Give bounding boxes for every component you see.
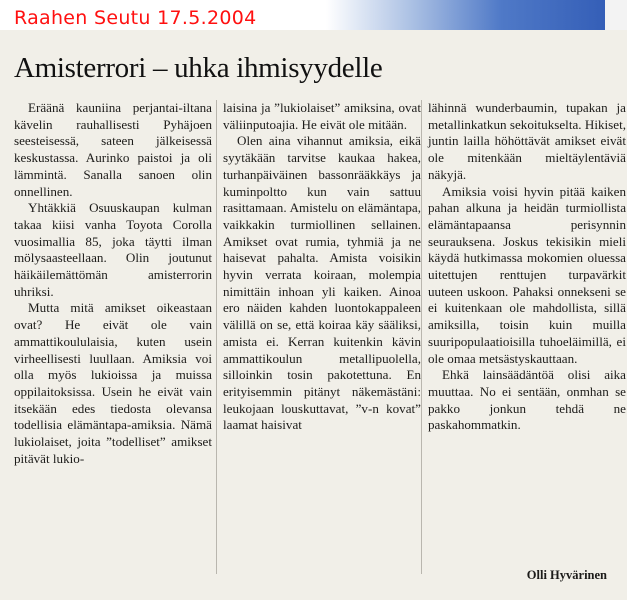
article-paragraph: Yhtäkkiä Osuuskaupan kulman takaa kiisi vanha Toyota Corolla vuosimallia 85, joka täytti ilman mölysaasteellaan. Olin joutunut häikäilemättömän amisterrorin uhriksi. bbox=[14, 200, 212, 299]
article-column-2 bbox=[223, 100, 421, 434]
article-paragraph: laisina ja ”lukiolaiset” amiksina, ovat väliinputoajia. He eivät ole mitään. bbox=[223, 100, 421, 132]
article-column-1 bbox=[14, 100, 212, 467]
article-paragraph: Ehkä lainsäädäntöä olisi aika muuttaa. No ei sentään, onmhan se pakko jonkun tehdä ne paskahommatkin. bbox=[428, 367, 626, 433]
article-paragraph: lähinnä wunderbaumin, tupakan ja metallinkatkun sekoitukselta. Hikiset, juntin lailla höhöttävät amikset eivät ole mitenkään mieltäylentäviä näkyjä. bbox=[428, 100, 626, 182]
article-column-3 bbox=[428, 100, 626, 434]
article-paragraph: Eräänä kauniina perjantai-iltana kävelin rauhallisesti Pyhäjoen seesteisessä, sateen jälkeisessä keskustassa. Aurinko paistoi ja oli lämmintä. Sanalla sanoen olin onnellinen. bbox=[14, 100, 212, 199]
column-divider bbox=[421, 100, 422, 574]
article-paragraph: Amiksia voisi hyvin pitää kaiken pahan alkuna ja heidän turmiollista elämäntapaansa perisynnin seurauksena. Joskus tekisikin mieli käydä hutkimassa mokomien oluessa uitettujen renttujen turpavärkit uuteen uskoon. Pahaksi onnekseni se ei kuitenkaan ole mahdollista, sillä amiksilla, toisin kuin muilla suuripopulaatioisilla tuhoeläimillä, ei ole omaa metsästyskauttaan. bbox=[428, 183, 626, 366]
column-divider bbox=[216, 100, 217, 574]
source-date-stamp: Raahen Seutu 17.5.2004 bbox=[14, 7, 257, 29]
article-headline: Amisterrori – uhka ihmisyydelle bbox=[14, 52, 383, 84]
article-paragraph: Mutta mitä amikset oikeastaan ovat? He eivät ole vain ammattikoululaisia, kuten usein virheellisesti luullaan. Amiksia voi olla myös lukioissa ja muissa oppilaitoksissa. Usein he eivät vain itsekään edes tiedosta olevansa todellisia elämäntapa-amiksia. Nämä lukiolaiset, joita ”todelliset” amikset pitävät lukio- bbox=[14, 300, 212, 466]
author-byline: Olli Hyvärinen bbox=[526, 568, 607, 582]
article-paragraph: Olen aina vihannut amiksia, eikä syytäkään tarvitse kaukaa hakea, turhanpäiväinen bassonrääkkäys ja kuminpoltto kun vain sattuu rasittamaan. Amistelu on elämäntapa, vaikkakin turmiollinen sellainen. Amikset ovat rumia, tyhmiä ja ne haisevat pahalta. Amista voisikin hyvin verrata koiraan, molempia nimittäin inhoan yli kaiken. Ainoa ero näiden kahden luontokappaleen välillä on se, että koiraa käy sääliksi, amista ei. Kerran kuitenkin kävin ammattikoulun metallipuolella, silloinkin tosin pakotettuna. En erityisemmin pitänyt näkemästäni: leukojaan louskuttavat, ”v-n kovat” laamat haisivat bbox=[223, 133, 421, 433]
